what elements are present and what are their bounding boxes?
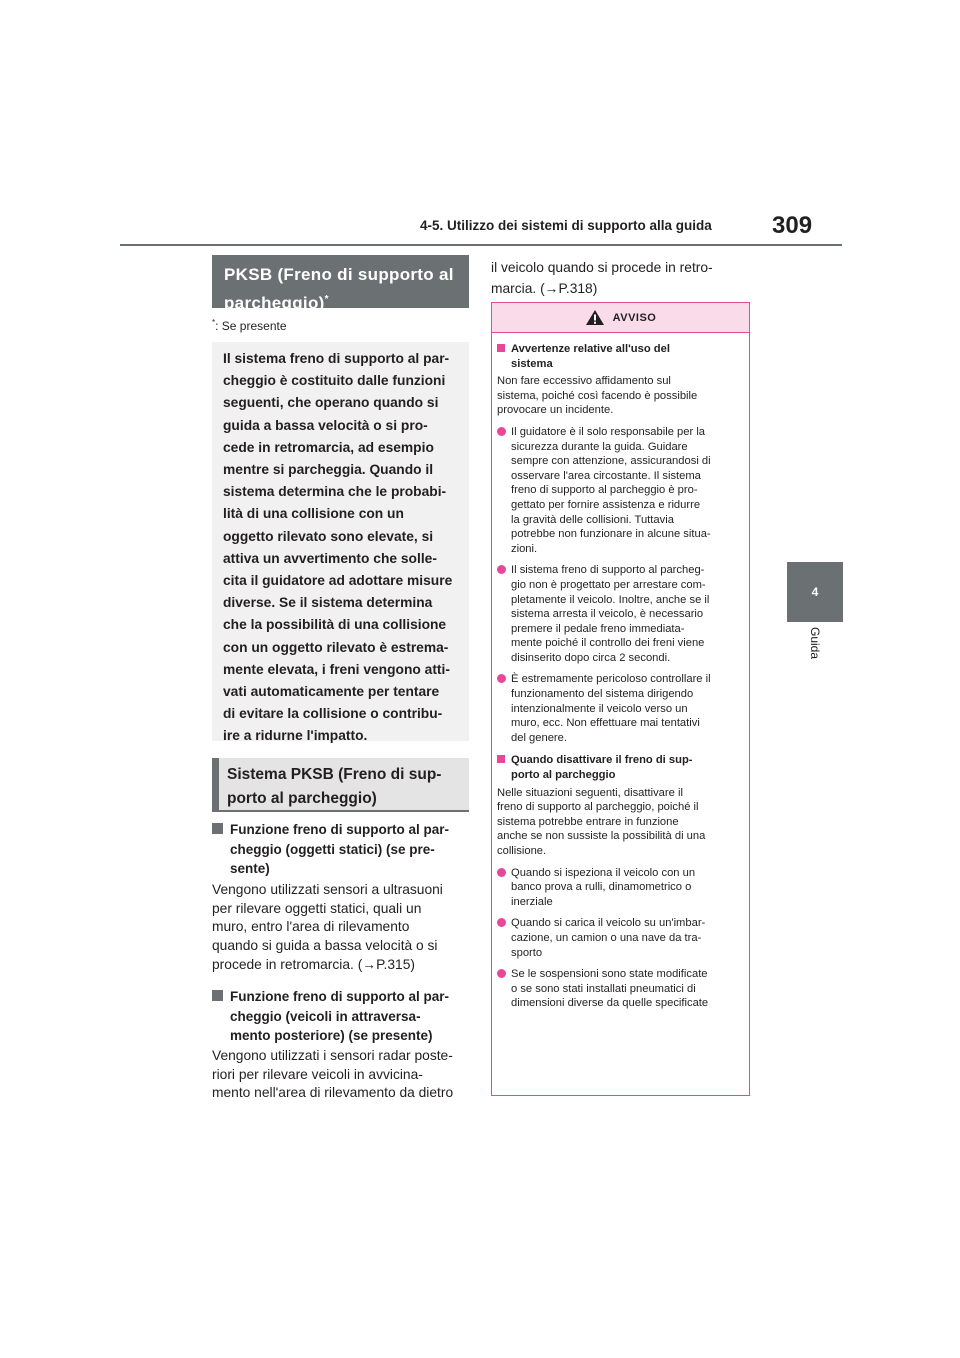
intro-line: di evitare la collisione o contribu-: [223, 706, 443, 722]
warning-header: [492, 303, 749, 333]
page-number: 309: [772, 212, 813, 239]
square-bullet-icon: [497, 755, 505, 763]
intro-line: cede in retromarcia, ad esempio: [223, 439, 434, 455]
intro-line: cita il guidatore ad adottare misure: [223, 573, 453, 589]
circle-bullet-icon: [497, 868, 506, 877]
intro-line: cheggio è costituito dalle funzioni: [223, 373, 446, 389]
warning-bullet: Se le sospensioni sono state modificate o se sono stati installati pneumatici di dimensioni diverse da quelle specificate: [497, 967, 744, 1011]
square-bullet-icon: [497, 344, 505, 352]
footnote-marker: *: [324, 294, 329, 305]
warning-triangle-icon: [585, 309, 605, 326]
warning-bullet: Quando si carica il veicolo su un'imbar- cazione, un camion o una nave da tra- sporto: [497, 916, 744, 960]
section-title-line: Sistema PKSB (Freno di sup-: [227, 766, 442, 783]
chapter-label: Guida: [808, 627, 822, 660]
intro-line: mentre si parcheggia. Quando il: [223, 462, 434, 478]
warning-bullet: Il guidatore è il solo responsabile per la sicurezza durante la guida. Guidare sempre con attenzione, assicurandosi di osservare l'area circostante. Il sistema freno di supporto al parcheggio è pro- gettato per fornire assistenza e ridurre la gravità delle collisioni. Tuttavia potrebbe non funzionare in alcune situa- zioni.: [497, 425, 744, 556]
intro-line: diverse. Se il sistema determina: [223, 595, 433, 611]
section-title-line: PKSB (Freno di supporto al: [224, 265, 454, 284]
intro-line: lità di una collisione con un: [223, 506, 404, 522]
intro-line: che la possibilità di una collisione: [223, 617, 447, 633]
circle-bullet-icon: [497, 427, 506, 436]
footnote: *: Se presente: [212, 318, 287, 333]
intro-box: [212, 342, 469, 744]
section-title-system: [212, 758, 469, 812]
square-bullet-icon: [212, 990, 223, 1001]
warning-paragraph: Non fare eccessivo affidamento sul sistema, poiché così facendo è possibile provocare un incidente.: [497, 375, 698, 417]
intro-line: attiva un avvertimento che solle-: [223, 550, 437, 566]
circle-bullet-icon: [497, 565, 506, 574]
intro-line: mente elevata, i freni vengono atti-: [223, 661, 450, 677]
intro-line: sistema determina che le probabi-: [223, 484, 447, 500]
intro-line: vati automaticamente per tentare: [223, 684, 440, 700]
item-body-continued: il veicolo quando si procede in retro- marcia. (→P.318): [491, 260, 713, 296]
warning-bullet: È estremamente pericoloso controllare il funzionamento del sistema dirigendo intenzionalmente il veicolo verso un muro, ecc. Non effettuare mai tentativi del genere.: [497, 672, 744, 745]
circle-bullet-icon: [497, 674, 506, 683]
item-body-rear-cross-traffic: Vengono utilizzati i sensori radar poste- riori per rilevare veicoli in avvicina- mento nell'area di rilevamento da dietro: [212, 1048, 454, 1101]
section-header-title: 4-5. Utilizzo dei sistemi di supporto alla guida: [420, 218, 712, 233]
item-title-static-objects: Funzione freno di supporto al par- cheggio (oggetti statici) (se pre- sente): [212, 820, 472, 879]
intro-line: ire a ridurne l'impatto.: [223, 728, 368, 744]
intro-line: Il sistema freno di supporto al par-: [223, 351, 450, 366]
square-bullet-icon: [212, 823, 223, 834]
section-title-line: porto al parcheggio): [227, 789, 377, 807]
section-title-pksb: [212, 255, 469, 313]
warning-bullet: Il sistema freno di supporto al parcheg- gio non è progettato per arrestare com- pletamente il veicolo. Inoltre, anche se il sistema arresta il veicolo, è necessario premere il pedale freno immediata- mente poiché il controllo dei freni viene disinserito dopo circa 2 secondi.: [497, 563, 744, 665]
warning-paragraph: Nelle situazioni seguenti, disattivare il freno di supporto al parcheggio, poiché il sistema potrebbe entrare in funzione anche se non sussiste la possibilità di una collisione.: [497, 786, 706, 857]
circle-bullet-icon: [497, 918, 506, 927]
section-title-line: parcheggio)*: [224, 293, 329, 313]
warning-bullet: Quando si ispeziona il veicolo con un banco prova a rulli, dinamometrico o inerziale: [497, 866, 744, 910]
warning-box: [491, 302, 750, 1096]
warning-title: Avvertenze relative all'uso del sistema: [497, 342, 744, 371]
chapter-tab: [787, 562, 843, 622]
warning-title: Quando disattivare il freno di sup- porto al parcheggio: [497, 753, 744, 782]
item-title-rear-cross-traffic: Funzione freno di supporto al par- cheggio (veicoli in attraversa- mento posteriore) (se presente): [212, 987, 472, 1046]
warning-label: AVVISO: [612, 311, 657, 324]
intro-line: guida a bassa velocità o si pro-: [223, 417, 428, 433]
chapter-number: 4: [811, 585, 819, 599]
item-body-static-objects: Vengono utilizzati sensori a ultrasuoni per rilevare oggetti statici, quali un muro, entro l'area di rilevamento quando si guida a bassa velocità o si procede in retromarcia. (→P.315): [212, 882, 443, 972]
intro-line: oggetto rilevato sono elevate, si: [223, 528, 434, 544]
header-rule: [120, 244, 842, 246]
intro-line: seguenti, che operano quando si: [223, 395, 439, 411]
intro-line: con un oggetto rilevato è estrema-: [223, 639, 449, 655]
circle-bullet-icon: [497, 969, 506, 978]
